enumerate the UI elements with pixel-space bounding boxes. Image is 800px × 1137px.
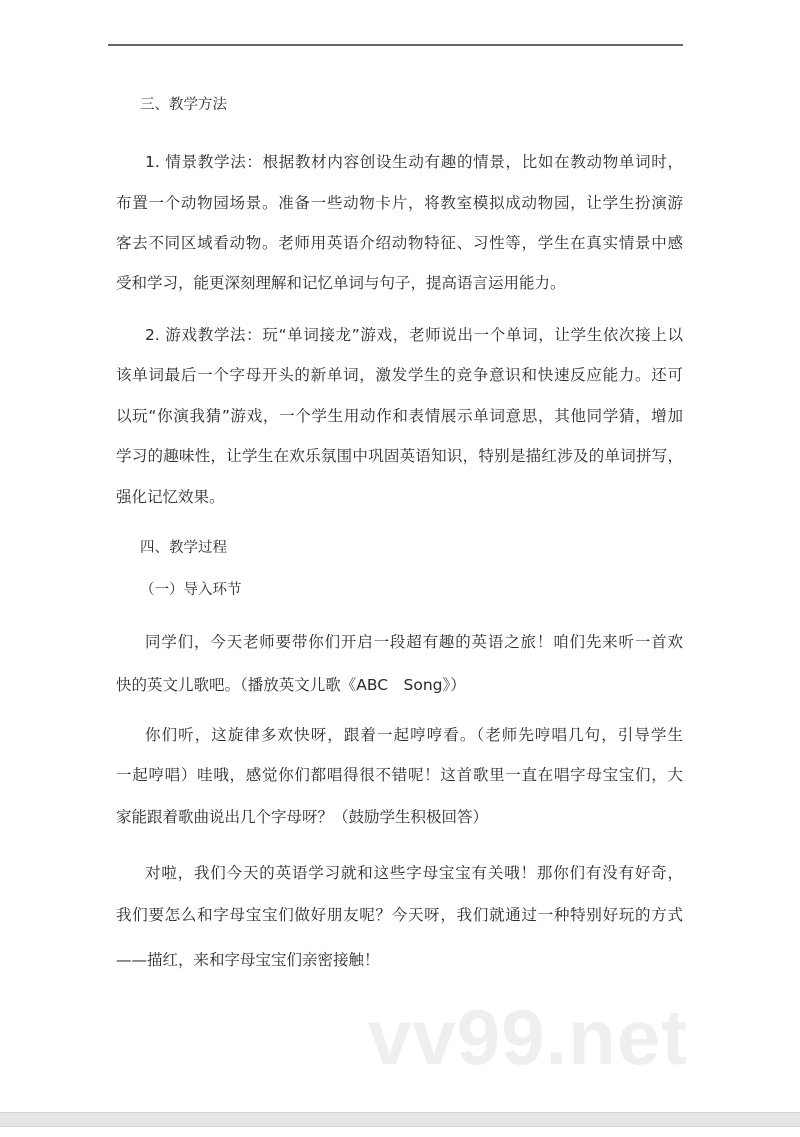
method2-line: 学习的趣味性，让学生在欢乐氛围中巩固英语知识，特别是描红涉及的单词拼写，: [116, 447, 683, 465]
watermark: vv99.net: [368, 993, 689, 1081]
intro-paragraph-line: 家能跟着歌曲说出几个字母呀？（鼓励学生积极回答）: [116, 808, 489, 826]
intro-paragraph-line: 我们要怎么和字母宝宝们做好朋友呢？今天呀，我们就通过一种特别好玩的方式: [116, 906, 683, 924]
subsection-heading-intro: （一）导入环节: [140, 582, 242, 598]
intro-paragraph-line: 快的英文儿歌吧。（播放英文儿歌《ABC Song》）: [116, 676, 466, 694]
method1-line: 1. 情景教学法：根据教材内容创设生动有趣的情景，比如在教动物单词时，: [145, 153, 683, 171]
intro-paragraph-line: 你们听，这旋律多欢快呀，跟着一起哼哼看。（老师先哼唱几句，引导学生: [145, 726, 683, 744]
intro-paragraph-line: 同学们，今天老师要带你们开启一段超有趣的英语之旅！咱们先来听一首欢: [145, 633, 683, 651]
method2-line: 强化记忆效果。: [116, 488, 225, 506]
page-separator: [0, 1112, 800, 1127]
header-rule: [108, 44, 683, 46]
section-heading-methods: 三、教学方法: [140, 97, 227, 113]
method2-line: 该单词最后一个字母开头的新单词，激发学生的竞争意识和快速反应能力。还可: [116, 366, 683, 384]
method2-line: 2. 游戏教学法：玩“单词接龙”游戏，老师说出一个单词，让学生依次接上以: [145, 326, 683, 344]
intro-paragraph-line: 一起哼唱）哇哦，感觉你们都唱得很不错呢！这首歌里一直在唱字母宝宝们，大: [116, 766, 683, 784]
method1-line: 客去不同区域看动物。老师用英语介绍动物特征、习性等，学生在真实情景中感: [116, 234, 683, 252]
method2-line: 以玩“你演我猜”游戏，一个学生用动作和表情展示单词意思，其他同学猜，增加: [116, 407, 683, 425]
intro-paragraph-line: 对啦，我们今天的英语学习就和这些字母宝宝有关哦！那你们有没有好奇，: [145, 864, 683, 882]
section-heading-process: 四、教学过程: [140, 540, 227, 556]
method1-line: 布置一个动物园场景。准备一些动物卡片，将教室模拟成动物园，让学生扮演游: [116, 194, 683, 212]
intro-paragraph-line: ——描红，来和字母宝宝们亲密接触！: [116, 951, 380, 969]
method1-line: 受和学习，能更深刻理解和记忆单词与句子，提高语言运用能力。: [116, 274, 566, 292]
